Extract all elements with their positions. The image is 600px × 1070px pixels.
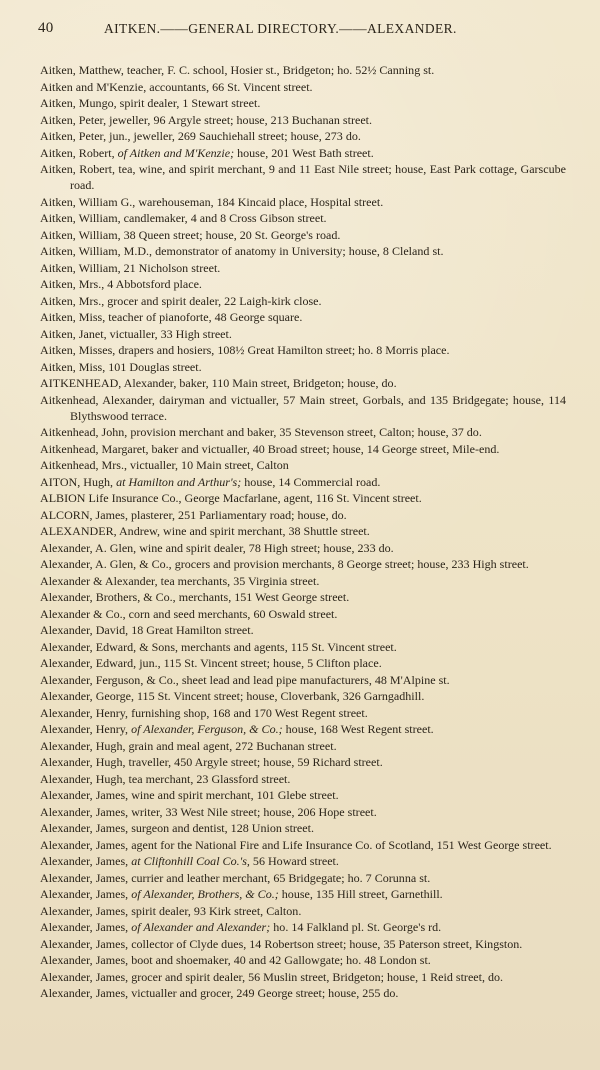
entry-details: wine and spirit merchant, 38 Shuttle street. bbox=[163, 524, 370, 538]
entry-details: plasterer, 251 Parliamentary road; house, do. bbox=[131, 507, 347, 522]
entry-name: ALBION bbox=[40, 491, 86, 505]
entry-details: wine and spirit merchant, 101 Glebe street. bbox=[131, 788, 339, 802]
entry-details: grocer and spirit dealer, 56 Muslin street, Bridgeton; house, 1 Reid street, do. bbox=[131, 969, 504, 984]
entry-details: victualler and grocer, 249 George street; house, 255 do. bbox=[131, 986, 399, 1000]
directory-entry bbox=[40, 787, 566, 803]
entry-name: Aitken, Peter, jun., bbox=[40, 129, 131, 143]
entry-details: merchants, 151 West George street. bbox=[178, 590, 350, 604]
directory-entry bbox=[40, 919, 566, 935]
entry-name: AITKENHEAD, Alexander, bbox=[40, 376, 177, 390]
entry-name: Alexander, James, bbox=[40, 969, 129, 984]
entry-name: Aitkenhead, Alexander, bbox=[40, 392, 155, 407]
directory-entry bbox=[40, 441, 566, 457]
entry-details: wine and spirit dealer, 78 High street; house, 233 do. bbox=[139, 540, 394, 555]
entry-details: house, 14 Commercial road. bbox=[244, 474, 381, 489]
directory-entry bbox=[40, 375, 566, 391]
entry-name: Alexander, James, bbox=[40, 870, 129, 885]
entry-name: Aitken, Mrs., bbox=[40, 293, 105, 308]
entry-name: Aitken and M'Kenzie, bbox=[40, 79, 147, 94]
entry-name: Aitkenhead, John, bbox=[40, 425, 128, 439]
entry-details: 101 Douglas street. bbox=[108, 359, 202, 374]
entry-details: tea merchant, 23 Glassford street. bbox=[128, 771, 291, 786]
entry-details: 18 Great Hamilton street. bbox=[131, 623, 254, 637]
directory-entry bbox=[40, 490, 566, 506]
entry-name: Aitken, William, bbox=[40, 211, 121, 225]
directory-entry bbox=[40, 194, 566, 210]
page-header bbox=[38, 20, 568, 42]
directory-entry bbox=[40, 837, 566, 853]
entry-name: ALEXANDER, Andrew, bbox=[40, 524, 161, 538]
entry-details: accountants, 66 St. Vincent street. bbox=[149, 79, 313, 94]
entry-details: candlemaker, 4 and 8 Cross Gibson street. bbox=[123, 211, 327, 225]
directory-entry bbox=[40, 936, 566, 952]
entry-details: victualler, 10 Main street, Calton bbox=[130, 458, 289, 472]
entry-name: Alexander, Henry, bbox=[40, 722, 129, 736]
entry-details: sheet lead and lead pipe manufacturers, 48 M'Alpine st. bbox=[181, 672, 450, 687]
directory-entry bbox=[40, 210, 566, 226]
entry-details: grocers and provision merchants, 8 George street; house, 233 High street. bbox=[174, 557, 529, 571]
entry-details: boot and shoemaker, 40 and 42 Gallowgate; ho. 48 London st. bbox=[131, 953, 431, 967]
entry-affiliation: of Alexander, Ferguson, & Co.; bbox=[131, 722, 283, 736]
entry-details: 38 Queen street; house, 20 St. George's road. bbox=[123, 227, 341, 242]
entry-name: Alexander, James, bbox=[40, 821, 129, 835]
entry-details: furnishing shop, 168 and 170 West Regent street. bbox=[131, 705, 368, 720]
directory-entry bbox=[40, 639, 566, 655]
entry-name: Aitken, Miss, bbox=[40, 359, 106, 374]
entry-affiliation: of Alexander and Alexander; bbox=[131, 920, 271, 934]
entry-details: Life Insurance Co., George Macfarlane, agent, 116 St. Vincent street. bbox=[88, 491, 422, 505]
entry-details: jeweller, 269 Sauchiehall street; house, 273 do. bbox=[133, 129, 361, 143]
entry-name: Aitken, Janet, bbox=[40, 326, 107, 341]
entry-name: Alexander, Edward, jun., bbox=[40, 656, 161, 670]
directory-entry bbox=[40, 161, 566, 193]
entry-name: Alexander, James, bbox=[40, 920, 129, 934]
directory-entry bbox=[40, 721, 566, 737]
entry-name: Alexander, George, bbox=[40, 689, 134, 703]
directory-entry bbox=[40, 820, 566, 836]
entry-details: collector of Clyde dues, 14 Robertson street; house, 35 Paterson street, Kingston. bbox=[131, 936, 523, 951]
directory-entry bbox=[40, 853, 566, 869]
directory-entry bbox=[40, 655, 566, 671]
directory-entry bbox=[40, 985, 566, 1001]
directory-entry bbox=[40, 886, 566, 902]
directory-entry bbox=[40, 392, 566, 424]
entry-name: Aitken, Robert, bbox=[40, 145, 115, 160]
entry-details: 56 Howard street. bbox=[252, 854, 339, 868]
entry-details: ho. 14 Falkland pl. St. George's rd. bbox=[273, 920, 442, 934]
entry-details: dairyman and victualler, 57 Main street, Gorbals, and 135 Bridgegate; house, 114 Blythswood terrace. bbox=[70, 392, 566, 423]
entry-name: Aitken, Mungo, bbox=[40, 96, 117, 110]
directory-entry bbox=[40, 738, 566, 754]
entry-affiliation: of Aitken and M'Kenzie; bbox=[117, 145, 235, 160]
entry-details: demonstrator of anatomy in University; house, 8 Cleland st. bbox=[155, 244, 444, 258]
directory-entry bbox=[40, 424, 566, 440]
entry-name: Alexander, James, bbox=[40, 804, 129, 819]
directory-entry bbox=[40, 276, 566, 292]
entry-affiliation: at Hamilton and Arthur's; bbox=[116, 474, 242, 489]
directory-entry bbox=[40, 771, 566, 787]
directory-entry bbox=[40, 606, 566, 622]
directory-entry bbox=[40, 952, 566, 968]
entry-name: Alexander, James, bbox=[40, 788, 129, 802]
entry-name: Alexander, James, bbox=[40, 887, 129, 901]
entry-name: Alexander, Hugh, bbox=[40, 755, 126, 769]
directory-entry bbox=[40, 145, 566, 161]
entry-name: Aitken, Robert, bbox=[40, 162, 115, 176]
entry-details: 21 Nicholson street. bbox=[123, 260, 221, 275]
entry-affiliation: of Alexander, Brothers, & Co.; bbox=[131, 887, 279, 901]
entry-name: Alexander, James, bbox=[40, 837, 129, 852]
directory-entry bbox=[40, 359, 566, 375]
entry-affiliation: at Cliftonhill Coal Co.'s, bbox=[131, 854, 250, 868]
directory-entry bbox=[40, 309, 566, 325]
directory-entry bbox=[40, 672, 566, 688]
entry-details: merchants and agents, 115 St. Vincent street. bbox=[181, 639, 397, 654]
entry-details: 115 St. Vincent street; house, 5 Clifton place. bbox=[163, 656, 382, 670]
page-number: 40 bbox=[38, 20, 54, 36]
entry-name: Aitken, William G., bbox=[40, 194, 136, 209]
entry-name: Alexander, A. Glen, & Co., bbox=[40, 557, 172, 571]
entry-details: victualler, 33 High street. bbox=[109, 326, 232, 341]
directory-entry bbox=[40, 293, 566, 309]
entry-name: Alexander, James, bbox=[40, 953, 129, 967]
entry-name: Aitkenhead, Margaret, bbox=[40, 441, 149, 456]
directory-entry bbox=[40, 95, 566, 111]
entry-details: house, 168 West Regent street. bbox=[285, 722, 434, 736]
directory-entry bbox=[40, 128, 566, 144]
entry-details: drapers and hosiers, 108½ Great Hamilton street; ho. 8 Morris place. bbox=[118, 343, 450, 357]
directory-entry bbox=[40, 804, 566, 820]
directory-entry bbox=[40, 573, 566, 589]
entry-name: Aitken, William, bbox=[40, 260, 121, 275]
directory-entry bbox=[40, 474, 566, 490]
directory-entry bbox=[40, 754, 566, 770]
directory-entries bbox=[40, 62, 566, 1002]
entry-name: Alexander, Hugh, bbox=[40, 738, 126, 753]
entry-name: Alexander, James, bbox=[40, 936, 129, 951]
entry-name: Aitken, Misses, bbox=[40, 343, 116, 357]
entry-name: Alexander & Co., bbox=[40, 606, 126, 621]
entry-name: Alexander, James, bbox=[40, 854, 129, 868]
entry-name: AITON, Hugh, bbox=[40, 474, 114, 489]
directory-entry bbox=[40, 326, 566, 342]
entry-name: Aitken, Mrs., bbox=[40, 277, 105, 291]
directory-entry bbox=[40, 969, 566, 985]
entry-name: Alexander, Henry, bbox=[40, 705, 129, 720]
entry-details: house, 135 Hill street, Garnethill. bbox=[281, 887, 443, 901]
entry-details: corn and seed merchants, 60 Oswald street. bbox=[128, 606, 338, 621]
directory-entry bbox=[40, 556, 566, 572]
entry-details: baker and victualler, 40 Broad street; house, 14 George street, Mile-end. bbox=[151, 441, 500, 456]
entry-name: Aitken, William, bbox=[40, 227, 121, 242]
entry-details: teacher, F. C. school, Hosier st., Bridgeton; ho. 52½ Canning st. bbox=[126, 63, 435, 77]
directory-entry bbox=[40, 79, 566, 95]
entry-name: Alexander & Alexander, bbox=[40, 573, 158, 588]
entry-details: grocer and spirit dealer, 22 Laigh-kirk close. bbox=[107, 293, 322, 308]
entry-details: teacher of pianoforte, 48 George square. bbox=[108, 310, 303, 324]
entry-name: ALCORN, James, bbox=[40, 507, 129, 522]
entry-name: Alexander, Edward, & Sons, bbox=[40, 639, 179, 654]
directory-entry bbox=[40, 589, 566, 605]
directory-entry bbox=[40, 342, 566, 358]
directory-entry bbox=[40, 507, 566, 523]
entry-name: Alexander, Ferguson, & Co., bbox=[40, 672, 179, 687]
entry-name: Alexander, James, bbox=[40, 903, 129, 918]
entry-name: Aitken, Miss, bbox=[40, 310, 106, 324]
entry-details: baker, 110 Main street, Bridgeton; house, do. bbox=[179, 376, 397, 390]
entry-details: provision merchant and baker, 35 Stevenson street, Calton; house, 37 do. bbox=[130, 425, 482, 439]
directory-entry bbox=[40, 260, 566, 276]
directory-entry bbox=[40, 243, 566, 259]
directory-entry bbox=[40, 622, 566, 638]
running-title: AITKEN.——GENERAL DIRECTORY.——ALEXANDER. bbox=[104, 21, 457, 36]
entry-name: Alexander, Hugh, bbox=[40, 771, 126, 786]
entry-details: warehouseman, 184 Kincaid place, Hospital street. bbox=[138, 194, 384, 209]
entry-name: Alexander, A. Glen, bbox=[40, 540, 137, 555]
directory-entry bbox=[40, 112, 566, 128]
directory-entry bbox=[40, 688, 566, 704]
entry-details: currier and leather merchant, 65 Bridgegate; ho. 7 Corunna st. bbox=[131, 870, 431, 885]
directory-entry bbox=[40, 227, 566, 243]
directory-entry bbox=[40, 903, 566, 919]
entry-details: jeweller, 96 Argyle street; house, 213 Buchanan street. bbox=[109, 112, 373, 127]
directory-entry bbox=[40, 457, 566, 473]
entry-name: Aitken, Peter, bbox=[40, 112, 107, 127]
entry-details: tea merchants, 35 Virginia street. bbox=[160, 573, 320, 588]
entry-name: Alexander, David, bbox=[40, 623, 129, 637]
directory-entry bbox=[40, 705, 566, 721]
entry-name: Alexander, Brothers, & Co., bbox=[40, 590, 176, 604]
entry-details: surgeon and dentist, 128 Union street. bbox=[131, 821, 314, 835]
entry-details: spirit dealer, 93 Kirk street, Calton. bbox=[131, 903, 302, 918]
entry-details: house, 201 West Bath street. bbox=[237, 145, 374, 160]
entry-details: grain and meal agent, 272 Buchanan street. bbox=[128, 738, 337, 753]
directory-entry bbox=[40, 523, 566, 539]
entry-details: 115 St. Vincent street; house, Cloverbank, 326 Garngadhill. bbox=[136, 689, 425, 703]
entry-name: Aitken, Matthew, bbox=[40, 63, 124, 77]
entry-details: agent for the National Fire and Life Insurance Co. of Scotland, 151 West George street. bbox=[131, 837, 552, 852]
entry-details: 4 Abbotsford place. bbox=[107, 277, 202, 291]
entry-details: tea, wine, and spirit merchant, 9 and 11 East Nile street; house, East Park cottage, Garscube road. bbox=[70, 162, 566, 192]
entry-name: Aitken, William, M.D., bbox=[40, 244, 153, 258]
entry-details: spirit dealer, 1 Stewart street. bbox=[119, 96, 261, 110]
entry-details: writer, 33 West Nile street; house, 206 Hope street. bbox=[131, 804, 377, 819]
entry-details: traveller, 450 Argyle street; house, 59 Richard street. bbox=[128, 755, 383, 769]
entry-name: Alexander, James, bbox=[40, 986, 129, 1000]
directory-entry bbox=[40, 62, 566, 78]
directory-entry bbox=[40, 540, 566, 556]
directory-entry bbox=[40, 870, 566, 886]
entry-name: Aitkenhead, Mrs., bbox=[40, 458, 127, 472]
